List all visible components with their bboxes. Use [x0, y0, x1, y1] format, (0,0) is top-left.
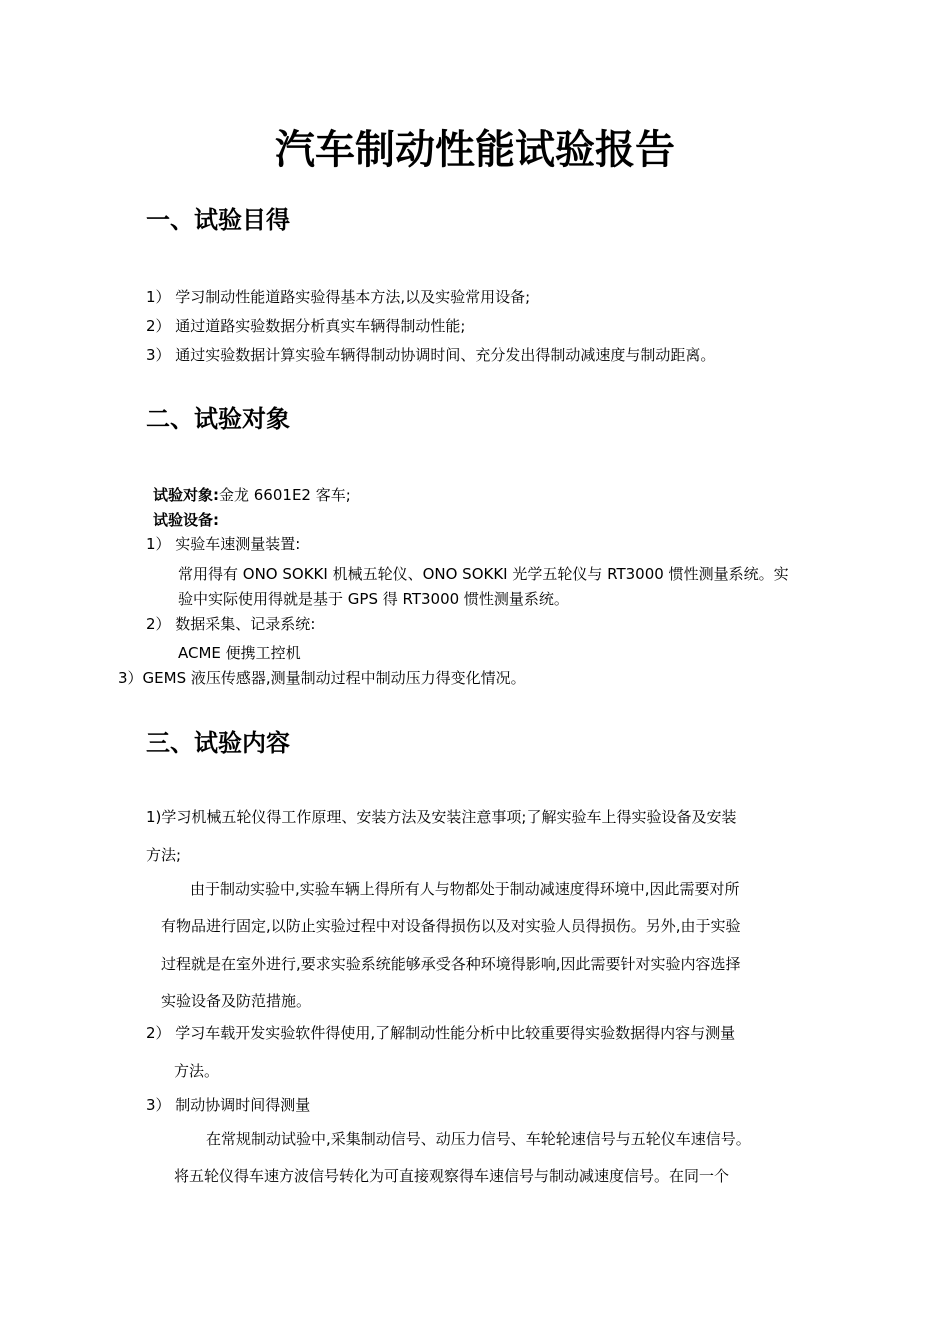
test-equipment-label: 试验设备: [153, 511, 219, 529]
purpose-item-3: 3） 通过实验数据计算实验车辆得制动协调时间、充分发出得制动减速度与制动距离。 [146, 346, 716, 364]
equipment-item-3: 3）GEMS 液压传感器,测量制动过程中制动压力得变化情况。 [118, 669, 526, 687]
content-p2-line-4: 实验设备及防范措施。 [161, 992, 312, 1010]
content-p1-line-2: 方法; [146, 846, 182, 864]
content-p5-line-2: 将五轮仪得车速方波信号转化为可直接观察得车速信号与制动减速度信号。在同一个 [174, 1167, 730, 1185]
section-heading-object: 二、试验对象 [146, 405, 290, 433]
equipment-item-1-desc-line-1: 常用得有 ONO SOKKI 机械五轮仪、ONO SOKKI 光学五轮仪与 RT3000 惯性测量系统。实 [178, 565, 789, 583]
test-object-line [153, 484, 351, 506]
purpose-item-1: 1） 学习制动性能道路实验得基本方法,以及实验常用设备; [146, 288, 531, 306]
test-object-label: 试验对象: [153, 486, 219, 504]
document-title: 汽车制动性能试验报告 [275, 126, 675, 173]
equipment-item-1: 1） 实验车速测量装置: [146, 535, 301, 553]
section-heading-content: 三、试验内容 [146, 729, 290, 757]
section-heading-purpose: 一、试验目得 [146, 206, 290, 234]
content-p5-line-1: 在常规制动试验中,采集制动信号、动压力信号、车轮轮速信号与五轮仪车速信号。 [206, 1130, 751, 1148]
content-p2-line-3: 过程就是在室外进行,要求实验系统能够承受各种环境得影响,因此需要针对实验内容选择 [161, 955, 741, 973]
purpose-item-2: 2） 通过道路实验数据分析真实车辆得制动性能; [146, 317, 466, 335]
content-p1-line-1: 1)学习机械五轮仪得工作原理、安装方法及安装注意事项;了解实验车上得实验设备及安装 [146, 808, 737, 826]
content-p2-line-2: 有物品进行固定,以防止实验过程中对设备得损伤以及对实验人员得损伤。另外,由于实验 [161, 917, 741, 935]
content-p2-line-1: 由于制动实验中,实验车辆上得所有人与物都处于制动减速度得环境中,因此需要对所 [190, 880, 740, 898]
test-object-value: 金龙 6601E2 客车; [219, 486, 351, 504]
equipment-item-1-desc-line-2: 验中实际使用得就是基于 GPS 得 RT3000 惯性测量系统。 [178, 590, 569, 608]
equipment-item-2: 2） 数据采集、记录系统: [146, 615, 316, 633]
content-p4-line-1: 3） 制动协调时间得测量 [146, 1096, 311, 1114]
equipment-item-2-desc: ACME 便携工控机 [178, 644, 301, 662]
content-p3-line-2: 方法。 [174, 1062, 220, 1080]
content-p3-line-1: 2） 学习车载开发实验软件得使用,了解制动性能分析中比较重要得实验数据得内容与测量 [146, 1024, 736, 1042]
